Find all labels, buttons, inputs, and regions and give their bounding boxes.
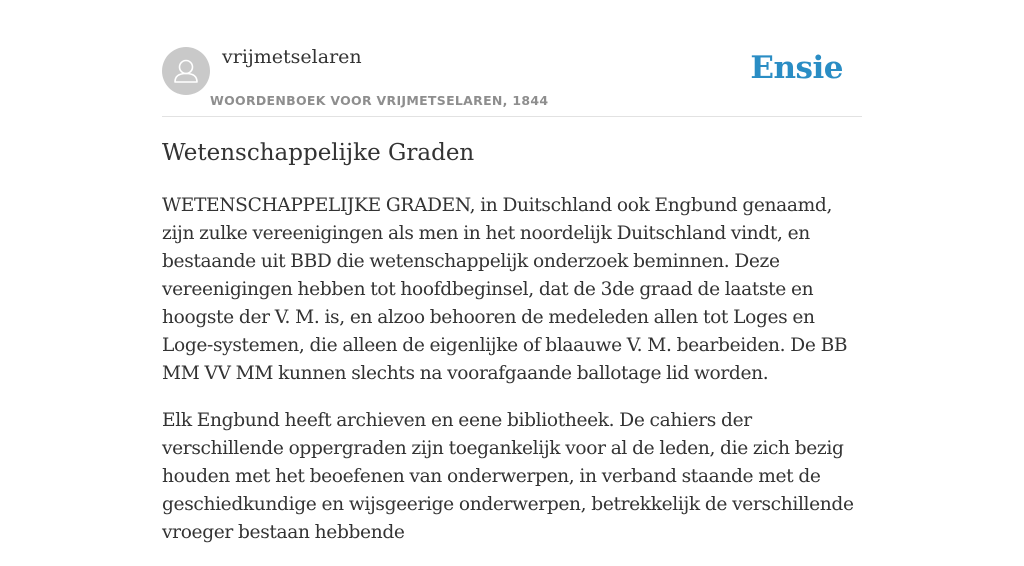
article-title: Wetenschappelijke Graden [162, 140, 475, 166]
ensie-logo[interactable]: Ensie [750, 50, 843, 86]
article-container [162, 0, 862, 543]
author-link[interactable]: vrijmetselaren [222, 46, 362, 68]
source-label[interactable]: WOORDENBOEK VOOR VRIJMETSELAREN, 1844 [210, 93, 549, 108]
article-paragraph: WETENSCHAPPELIJKE GRADEN, in Duitschland ook Engbund genaamd, zijn zulke vereenigingen als men in het noordelijk Duitschland vindt, en bestaande uit BBD die wetenschappelijk onderzoek beminnen. Deze vereenigingen hebben tot hoofdbeginsel, dat de 3de graad de laatste en hoogste der V. M. is, en alzoo behooren de medeleden allen tot Loges en Loge-systemen, die alleen de eigenlijke of blaauwe V. M. bearbeiden. De BB MM VV MM kunnen slechts na voorafgaande ballotage lid worden. [162, 195, 848, 384]
user-icon [162, 47, 210, 95]
article-body [162, 192, 862, 566]
article-paragraph: Elk Engbund heeft archieven en eene bibliotheek. De cahiers der verschillende oppergraden zijn toegankelijk voor al de leden, die zich bezig houden met het beoefenen van onderwerpen, in verband staande met de geschiedkundige en wijsgeerige onderwerpen, betrekkelijk de verschillende vroeger bestaan hebbende [162, 410, 854, 543]
author-avatar[interactable] [162, 47, 210, 95]
article-header [162, 0, 862, 117]
